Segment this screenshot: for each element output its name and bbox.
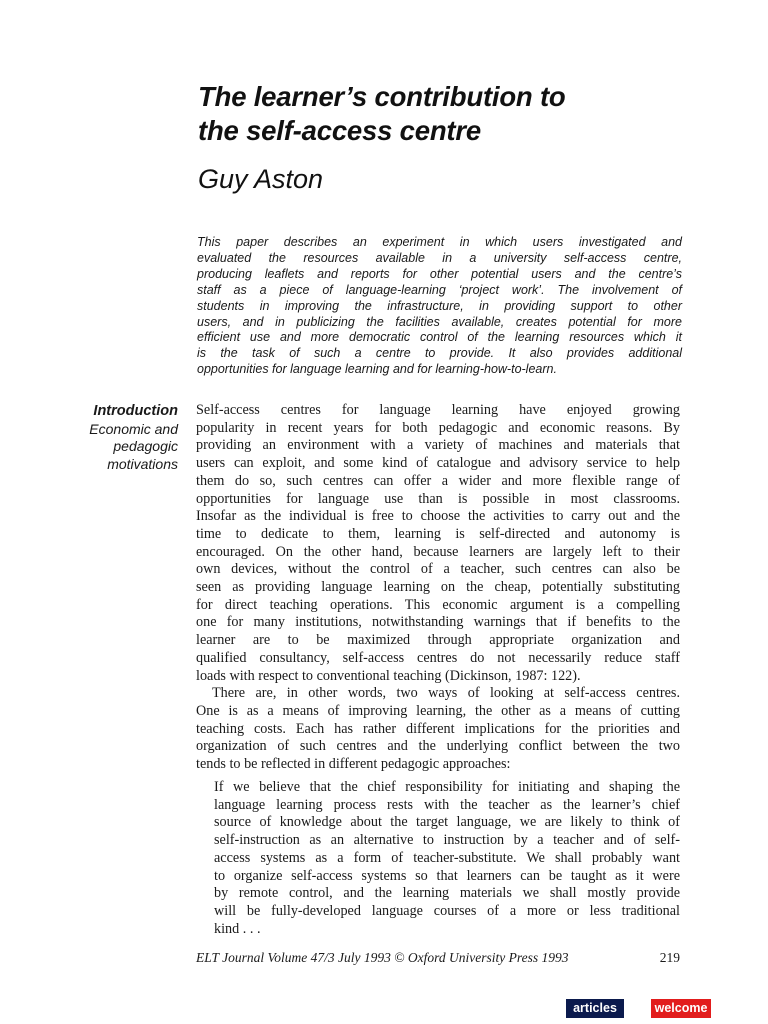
body-line: seen as providing language learning on the cheap, potentially substituting (196, 579, 680, 596)
section-subheading-line: pedagogic (113, 438, 178, 454)
section-subheading-line: motivations (107, 455, 178, 472)
quote-line: kind . . . (214, 920, 261, 937)
body-line: encouraged. On the other hand, because learners are largely left to their (196, 543, 680, 560)
body-line: teaching costs. Each has rather different implications for the priorities and (196, 720, 680, 737)
author-name: Guy Aston (198, 164, 324, 194)
body-line: Self-access centres for language learning have enjoyed growing (196, 402, 680, 418)
body-line: organization of such centres and the underlying conflict between the two (196, 738, 680, 755)
body-line: for direct teaching operations. This economic argument is a compelling (196, 596, 680, 613)
quote-line: source of knowledge about the target language, we are likely to think of (214, 814, 680, 831)
abstract-line: efficient use and more democratic control of the learning resources which it (197, 330, 682, 345)
abstract-line: is the task of such a centre to provide. It also provides additional (197, 346, 682, 361)
abstract-line: opportunities for language learning and for learning-how-to-learn. (197, 362, 557, 377)
quote-line: by remote control, and the learning materials we shall mostly provide (214, 885, 680, 902)
quote-line: language learning process rests with the teacher as the learner’s chief (214, 796, 680, 813)
body-line: learner are to be maximized through appropriate organization and (196, 632, 680, 649)
body-line: popularity in recent years for both pedagogic and economic reasons. By (196, 419, 680, 436)
articles-button[interactable]: articles (566, 999, 624, 1018)
body-line: own devices, without the control of a teacher, such centres can also be (196, 561, 680, 578)
body-line: qualified consultancy, self-access centres do not necessarily reduce staff (196, 649, 680, 666)
quote-line: access systems as a form of teacher-substitute. We shall probably want (214, 849, 680, 866)
title-line: the self-access centre (198, 115, 481, 146)
journal-citation: ELT Journal Volume 47/3 July 1993 © Oxford University Press 1993 (196, 950, 569, 965)
body-line: them do so, such centres can offer a wider and more flexible range of (196, 472, 680, 489)
body-line: providing an environment with a variety of machines and materials that (196, 437, 680, 454)
section-margin-heading (40, 403, 178, 473)
abstract-line: This paper describes an experiment in which users investigated and (197, 235, 682, 249)
article-title (198, 80, 718, 148)
page-number: 219 (659, 950, 680, 965)
body-line: users can exploit, and some kind of catalogue and advisory service to help (196, 455, 680, 472)
welcome-button[interactable]: welcome (651, 999, 711, 1018)
body-line: There are, in other words, two ways of looking at self-access centres. (212, 685, 680, 702)
section-heading: Introduction (93, 403, 178, 419)
page-footer (196, 950, 680, 966)
abstract-line: students in improving the infrastructure, in providing support to other (197, 298, 682, 313)
quote-line: will be fully-developed language courses of a more or less traditional (214, 902, 680, 919)
body-line: time to dedicate to them, learning is self-directed and autonomy is (196, 525, 680, 542)
abstract-line: evaluated the resources available in a university self-access centre, (197, 250, 682, 265)
body-line: one for many institutions, notwithstanding warnings that if benefits to the (196, 614, 680, 631)
section-subheading-line: Economic and (89, 420, 178, 437)
block-quote (214, 779, 680, 938)
abstract-line: producing leaflets and reports for other potential users and the centre’s (197, 266, 682, 281)
quote-line: to organize self-access systems so that learners can be taught as it were (214, 867, 680, 884)
quote-line: If we believe that the chief responsibility for initiating and shaping the (214, 779, 680, 795)
abstract-line: staff as a piece of language-learning ‘project work’. The involvement of (197, 282, 682, 297)
body-line: Insofar as the individual is free to choose the activities to carry out and the (196, 508, 680, 525)
quote-line: self-instruction as an alternative to instruction by a teacher and of self- (214, 832, 680, 849)
body-line: One is as a means of improving learning, the other as a means of cutting (196, 702, 680, 719)
body-line: tends to be reflected in different pedagogic approaches: (196, 756, 511, 773)
body-line: loads with respect to conventional teaching (Dickinson, 1987: 122). (196, 667, 581, 684)
body-line: opportunities for language use than is possible in most classrooms. (196, 490, 680, 507)
abstract-line: users, and in publicizing the facilities available, creates potential for more (197, 314, 682, 329)
title-line: The learner’s contribution to (198, 81, 566, 112)
abstract (197, 235, 682, 378)
body-paragraphs (196, 402, 680, 774)
